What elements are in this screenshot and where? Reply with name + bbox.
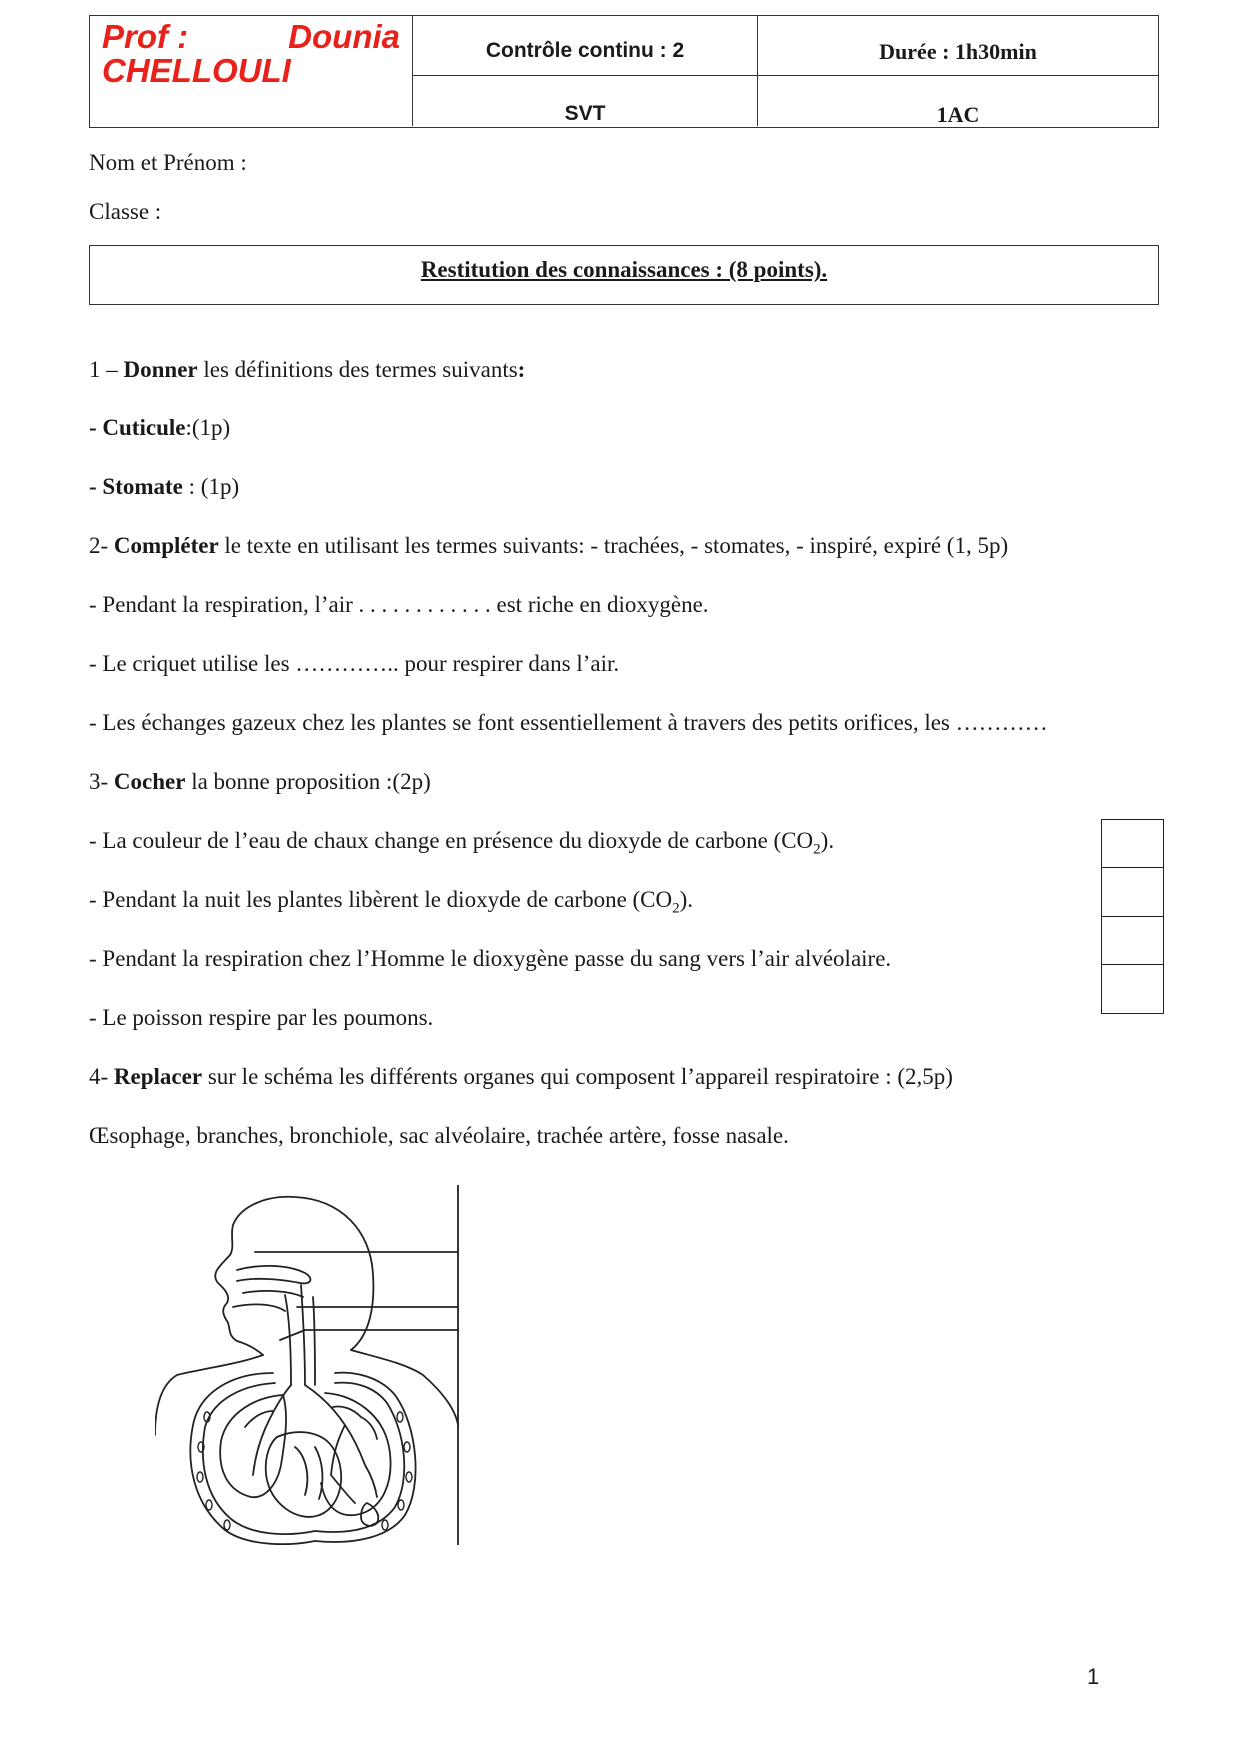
header-table bbox=[89, 15, 1159, 128]
q1-verb: Donner bbox=[123, 357, 198, 382]
question-4 bbox=[89, 1064, 953, 1090]
prof-first-name: Dounia bbox=[288, 18, 400, 55]
q3-p1-subscript: 2 bbox=[813, 841, 821, 858]
subject-text: SVT bbox=[564, 102, 606, 125]
q3-number: 3- bbox=[89, 769, 114, 794]
q3-proposition-4: - Le poisson respire par les poumons. bbox=[89, 1005, 434, 1030]
q2-sentence-3: - Les échanges gazeux chez les plantes se font essentiellement à travers des petits orifices, les ………… bbox=[89, 710, 1048, 735]
q3-proposition-2 bbox=[89, 887, 693, 918]
name-label: Nom et Prénom : bbox=[89, 150, 247, 175]
prof-label: Prof : bbox=[102, 18, 189, 55]
q3-p2-text: - Pendant la nuit les plantes libèrent le dioxyde de carbone (CO bbox=[89, 887, 673, 912]
class-label: Classe : bbox=[89, 199, 162, 224]
q1-colon: : bbox=[517, 357, 526, 382]
section-title: Restitution des connaissances : (8 points). bbox=[420, 257, 828, 282]
checkbox-3[interactable] bbox=[1101, 916, 1164, 966]
term-cuticule-points: :(1p) bbox=[185, 415, 231, 440]
q3-verb: Cocher bbox=[113, 769, 186, 794]
q1-number: 1 – bbox=[89, 357, 124, 382]
q2-sentence-2: - Le criquet utilise les ………….. pour respirer dans l’air. bbox=[89, 651, 620, 676]
teacher-name-cell bbox=[90, 16, 413, 126]
question-2 bbox=[89, 533, 1008, 559]
control-title: Contrôle continu : 2 bbox=[485, 39, 685, 62]
checkbox-4[interactable] bbox=[1101, 964, 1164, 1014]
q3-text: la bonne proposition :(2p) bbox=[185, 769, 431, 794]
respiratory-system-diagram bbox=[155, 1185, 465, 1545]
duration-text: Durée : 1h30min bbox=[879, 39, 1037, 64]
q3-proposition-1 bbox=[89, 828, 834, 859]
q2-number: 2- bbox=[89, 533, 114, 558]
q3-p1-text: - La couleur de l’eau de chaux change en présence du dioxyde de carbone (CO bbox=[89, 828, 814, 853]
prof-last-name: CHELLOULI bbox=[102, 52, 291, 89]
q2-sentence-1: - Pendant la respiration, l’air . . . . . . . . . . . . est riche en dioxygène. bbox=[89, 592, 709, 617]
question-3 bbox=[89, 769, 431, 795]
q4-verb: Replacer bbox=[113, 1064, 203, 1089]
section-title-box bbox=[89, 245, 1159, 305]
level-text: 1AC bbox=[936, 102, 980, 127]
q3-proposition-3: - Pendant la respiration chez l’Homme le dioxygène passe du sang vers l’air alvéolaire. bbox=[89, 946, 892, 971]
control-cell bbox=[413, 16, 758, 76]
q1-text: les définitions des termes suivants bbox=[197, 357, 518, 382]
q4-number: 4- bbox=[89, 1064, 114, 1089]
subject-cell bbox=[413, 76, 758, 126]
checkbox-column bbox=[1101, 820, 1164, 1014]
q3-p2-subscript: 2 bbox=[672, 900, 680, 917]
q2-verb: Compléter bbox=[113, 533, 219, 558]
term-stomate-label: - Stomate bbox=[89, 474, 183, 499]
term-cuticule bbox=[89, 415, 230, 441]
page-number: 1 bbox=[1087, 1664, 1100, 1689]
q2-text: le texte en utilisant les termes suivants: - trachées, - stomates, - inspiré, expiré (1, 5p) bbox=[218, 533, 1009, 558]
q4-terms: Œsophage, branches, bronchiole, sac alvéolaire, trachée artère, fosse nasale. bbox=[89, 1123, 789, 1148]
term-stomate bbox=[89, 474, 239, 500]
duration-cell bbox=[758, 16, 1158, 76]
q3-p1-end: ). bbox=[820, 828, 835, 853]
term-stomate-points: : (1p) bbox=[182, 474, 240, 499]
checkbox-2[interactable] bbox=[1101, 867, 1164, 917]
question-1 bbox=[89, 357, 525, 383]
q4-text: sur le schéma les différents organes qui composent l’appareil respiratoire : (2,5p) bbox=[202, 1064, 953, 1089]
term-cuticule-label: - Cuticule bbox=[89, 415, 186, 440]
q3-p2-end: ). bbox=[679, 887, 694, 912]
checkbox-1[interactable] bbox=[1101, 819, 1164, 869]
level-cell bbox=[758, 76, 1158, 126]
label-line-pointer bbox=[280, 1330, 305, 1340]
